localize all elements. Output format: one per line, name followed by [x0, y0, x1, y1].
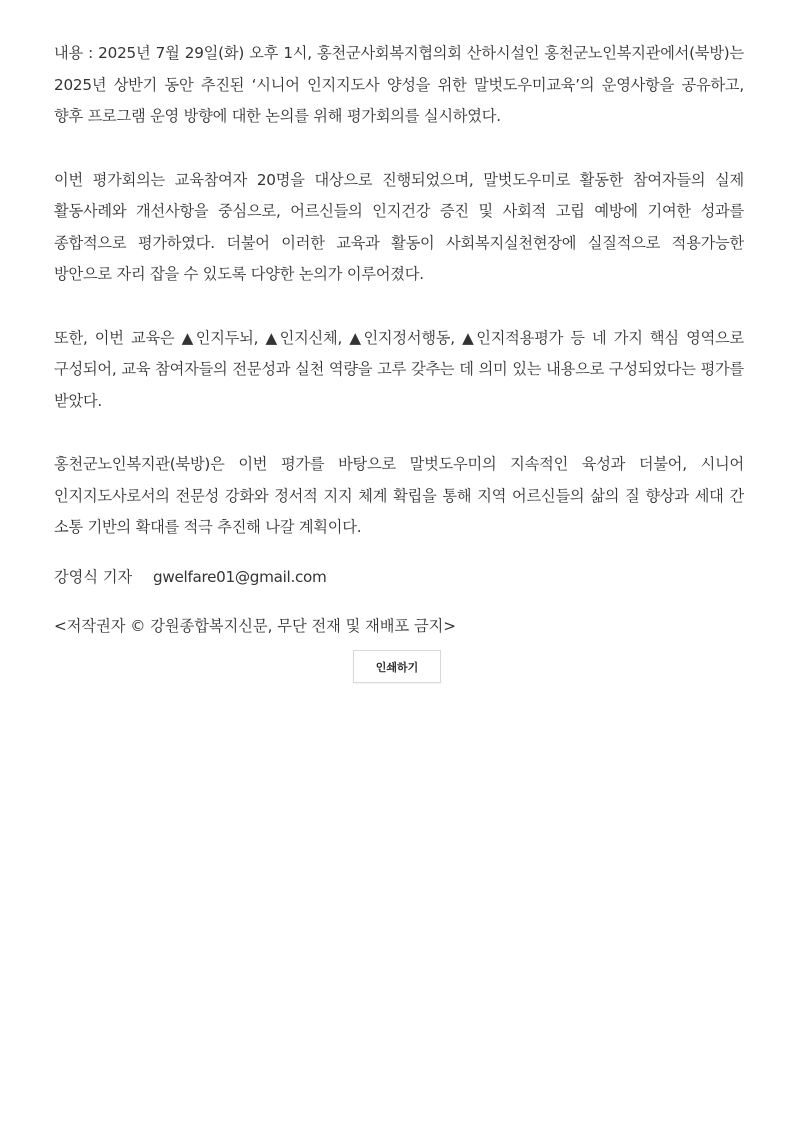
print-button[interactable]: 인쇄하기: [353, 650, 441, 683]
article-paragraph-1: 내용 : 2025년 7월 29일(화) 오후 1시, 홍천군사회복지협의회 산하시설인 홍천군노인복지관에서(북방)는 2025년 상반기 동안 추진된 ‘시니어 인지지도사 양성을 위한 말벗도우미교육’의 운영사항을 공유하고, 향후 프로그램 운영 방향에 대한 논의를 위해 평가회의를 실시하였다.: [54, 44, 744, 125]
article-paragraph-3: 또한, 이번 교육은 ▲인지두뇌, ▲인지신체, ▲인지정서행동, ▲인지적용평가 등 네 가지 핵심 영역으로 구성되어, 교육 참여자들의 전문성과 실천 역량을 고루 갖추는 데 의미 있는 내용으로 구성되었다는 평가를 받았다.: [54, 328, 744, 410]
article-paragraph-2: 이번 평가회의는 교육참여자 20명을 대상으로 진행되었으며, 말벗도우미로 활동한 참여자들의 실제 활동사례와 개선사항을 중심으로, 어르신들의 인지건강 증진 및 사회적 고립 예방에 기여한 성과를 종합적으로 평가하였다. 더불어 이러한 교육과 활동이 사회복지실천현장에 실질적으로 적용가능한 방안으로 자리 잡을 수 있도록 다양한 논의가 이루어졌다.: [54, 170, 744, 283]
reporter-name: 강영식 기자: [54, 567, 133, 586]
reporter-email: gwelfare01@gmail.com: [153, 567, 327, 586]
article-body: [54, 38, 744, 642]
article-paragraph-4: 홍천군노인복지관(북방)은 이번 평가를 바탕으로 말벗도우미의 지속적인 육성과 더불어, 시니어 인지지도사로서의 전문성 강화와 정서적 지지 체계 확립을 통해 지역 어르신들의 삶의 질 향상과 세대 간 소통 기반의 확대를 적극 추진해 나갈 계획이다.: [54, 455, 744, 536]
print-area: [353, 650, 441, 683]
byline: [54, 562, 744, 593]
copyright-notice: <저작권자 © 강원종합복지신문, 무단 전재 및 재배포 금지>: [54, 616, 457, 635]
